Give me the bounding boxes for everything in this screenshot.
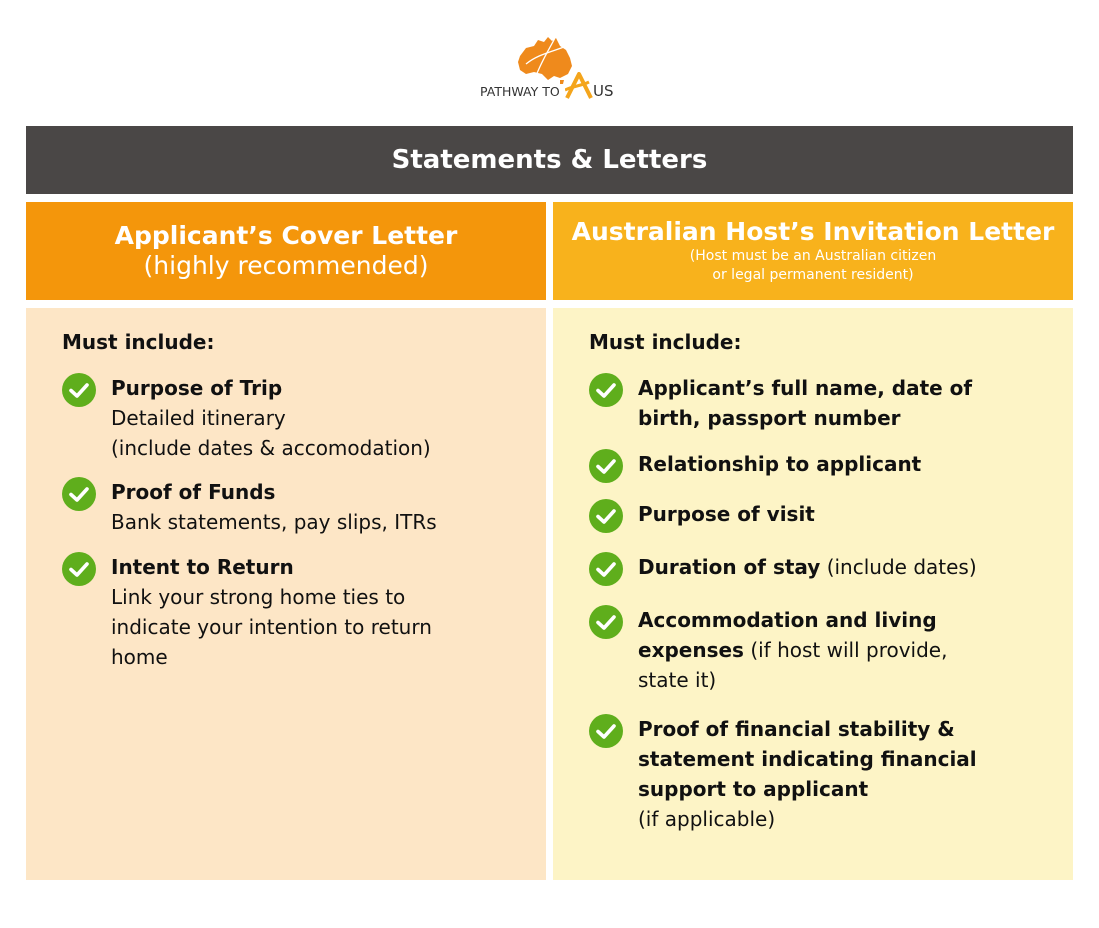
check-circle-icon [62, 552, 96, 586]
invitation-letter-panel [553, 308, 1073, 880]
item-line: (if applicable) [638, 807, 776, 831]
check-circle-icon [62, 373, 96, 407]
check-circle-icon [589, 552, 623, 586]
item-note: (if host will provide, [743, 638, 948, 662]
cover-letter-panel [26, 308, 546, 880]
cover-letter-title: Applicant’s Cover Letter [114, 221, 458, 250]
page-title: Statements & Letters [391, 145, 708, 175]
item-title: Relationship to applicant [638, 452, 922, 476]
invitation-letter-title: Australian Host’s Invitation Letter [571, 217, 1055, 246]
item-line: Detailed itinerary [111, 406, 286, 430]
check-circle-icon [589, 499, 623, 533]
item-title: Duration of stay [638, 555, 821, 579]
check-circle-icon [589, 373, 623, 407]
item-line: Link your strong home ties to [111, 585, 406, 609]
item-title: Purpose of visit [638, 502, 815, 526]
invitation-letter-header [553, 202, 1073, 300]
logo [478, 34, 620, 104]
must-include-label: Must include: [62, 330, 215, 354]
must-include-label: Must include: [589, 330, 742, 354]
invitation-letter-subtitle [663, 247, 963, 285]
brand-a-icon [565, 72, 593, 100]
invitation-subtitle-line2: or legal permanent resident) [712, 267, 914, 283]
item-title: Proof of financial stability & [638, 717, 955, 741]
item-title: Intent to Return [111, 555, 294, 579]
invitation-subtitle-line1: (Host must be an Australian citizen [689, 248, 937, 264]
item-title: Proof of Funds [111, 480, 276, 504]
item-title: Accommodation and living [638, 608, 937, 632]
item-title: Purpose of Trip [111, 376, 283, 400]
check-circle-icon [589, 714, 623, 748]
item-title: expenses [638, 638, 744, 662]
item-title: Applicant’s full name, date of [638, 376, 973, 400]
cover-letter-subtitle: (highly recommended) [143, 251, 429, 280]
check-circle-icon [589, 605, 623, 639]
item-line: home [111, 645, 168, 669]
logo-text: PATHWAY TO [480, 84, 560, 99]
page-title-banner [26, 126, 1073, 194]
item-title: statement indicating financial [638, 747, 977, 771]
item-line: indicate your intention to return [111, 615, 432, 639]
item-title: birth, passport number [638, 406, 901, 430]
item-line: Bank statements, pay slips, ITRs [111, 510, 437, 534]
item-line: (include dates & accomodation) [111, 436, 431, 460]
item-title: support to applicant [638, 777, 869, 801]
item-line: state it) [638, 668, 717, 692]
item-note: (include dates) [820, 555, 977, 579]
check-circle-icon [589, 449, 623, 483]
logo-suffix: US [593, 82, 614, 100]
cover-letter-header [26, 202, 546, 300]
check-circle-icon [62, 477, 96, 511]
